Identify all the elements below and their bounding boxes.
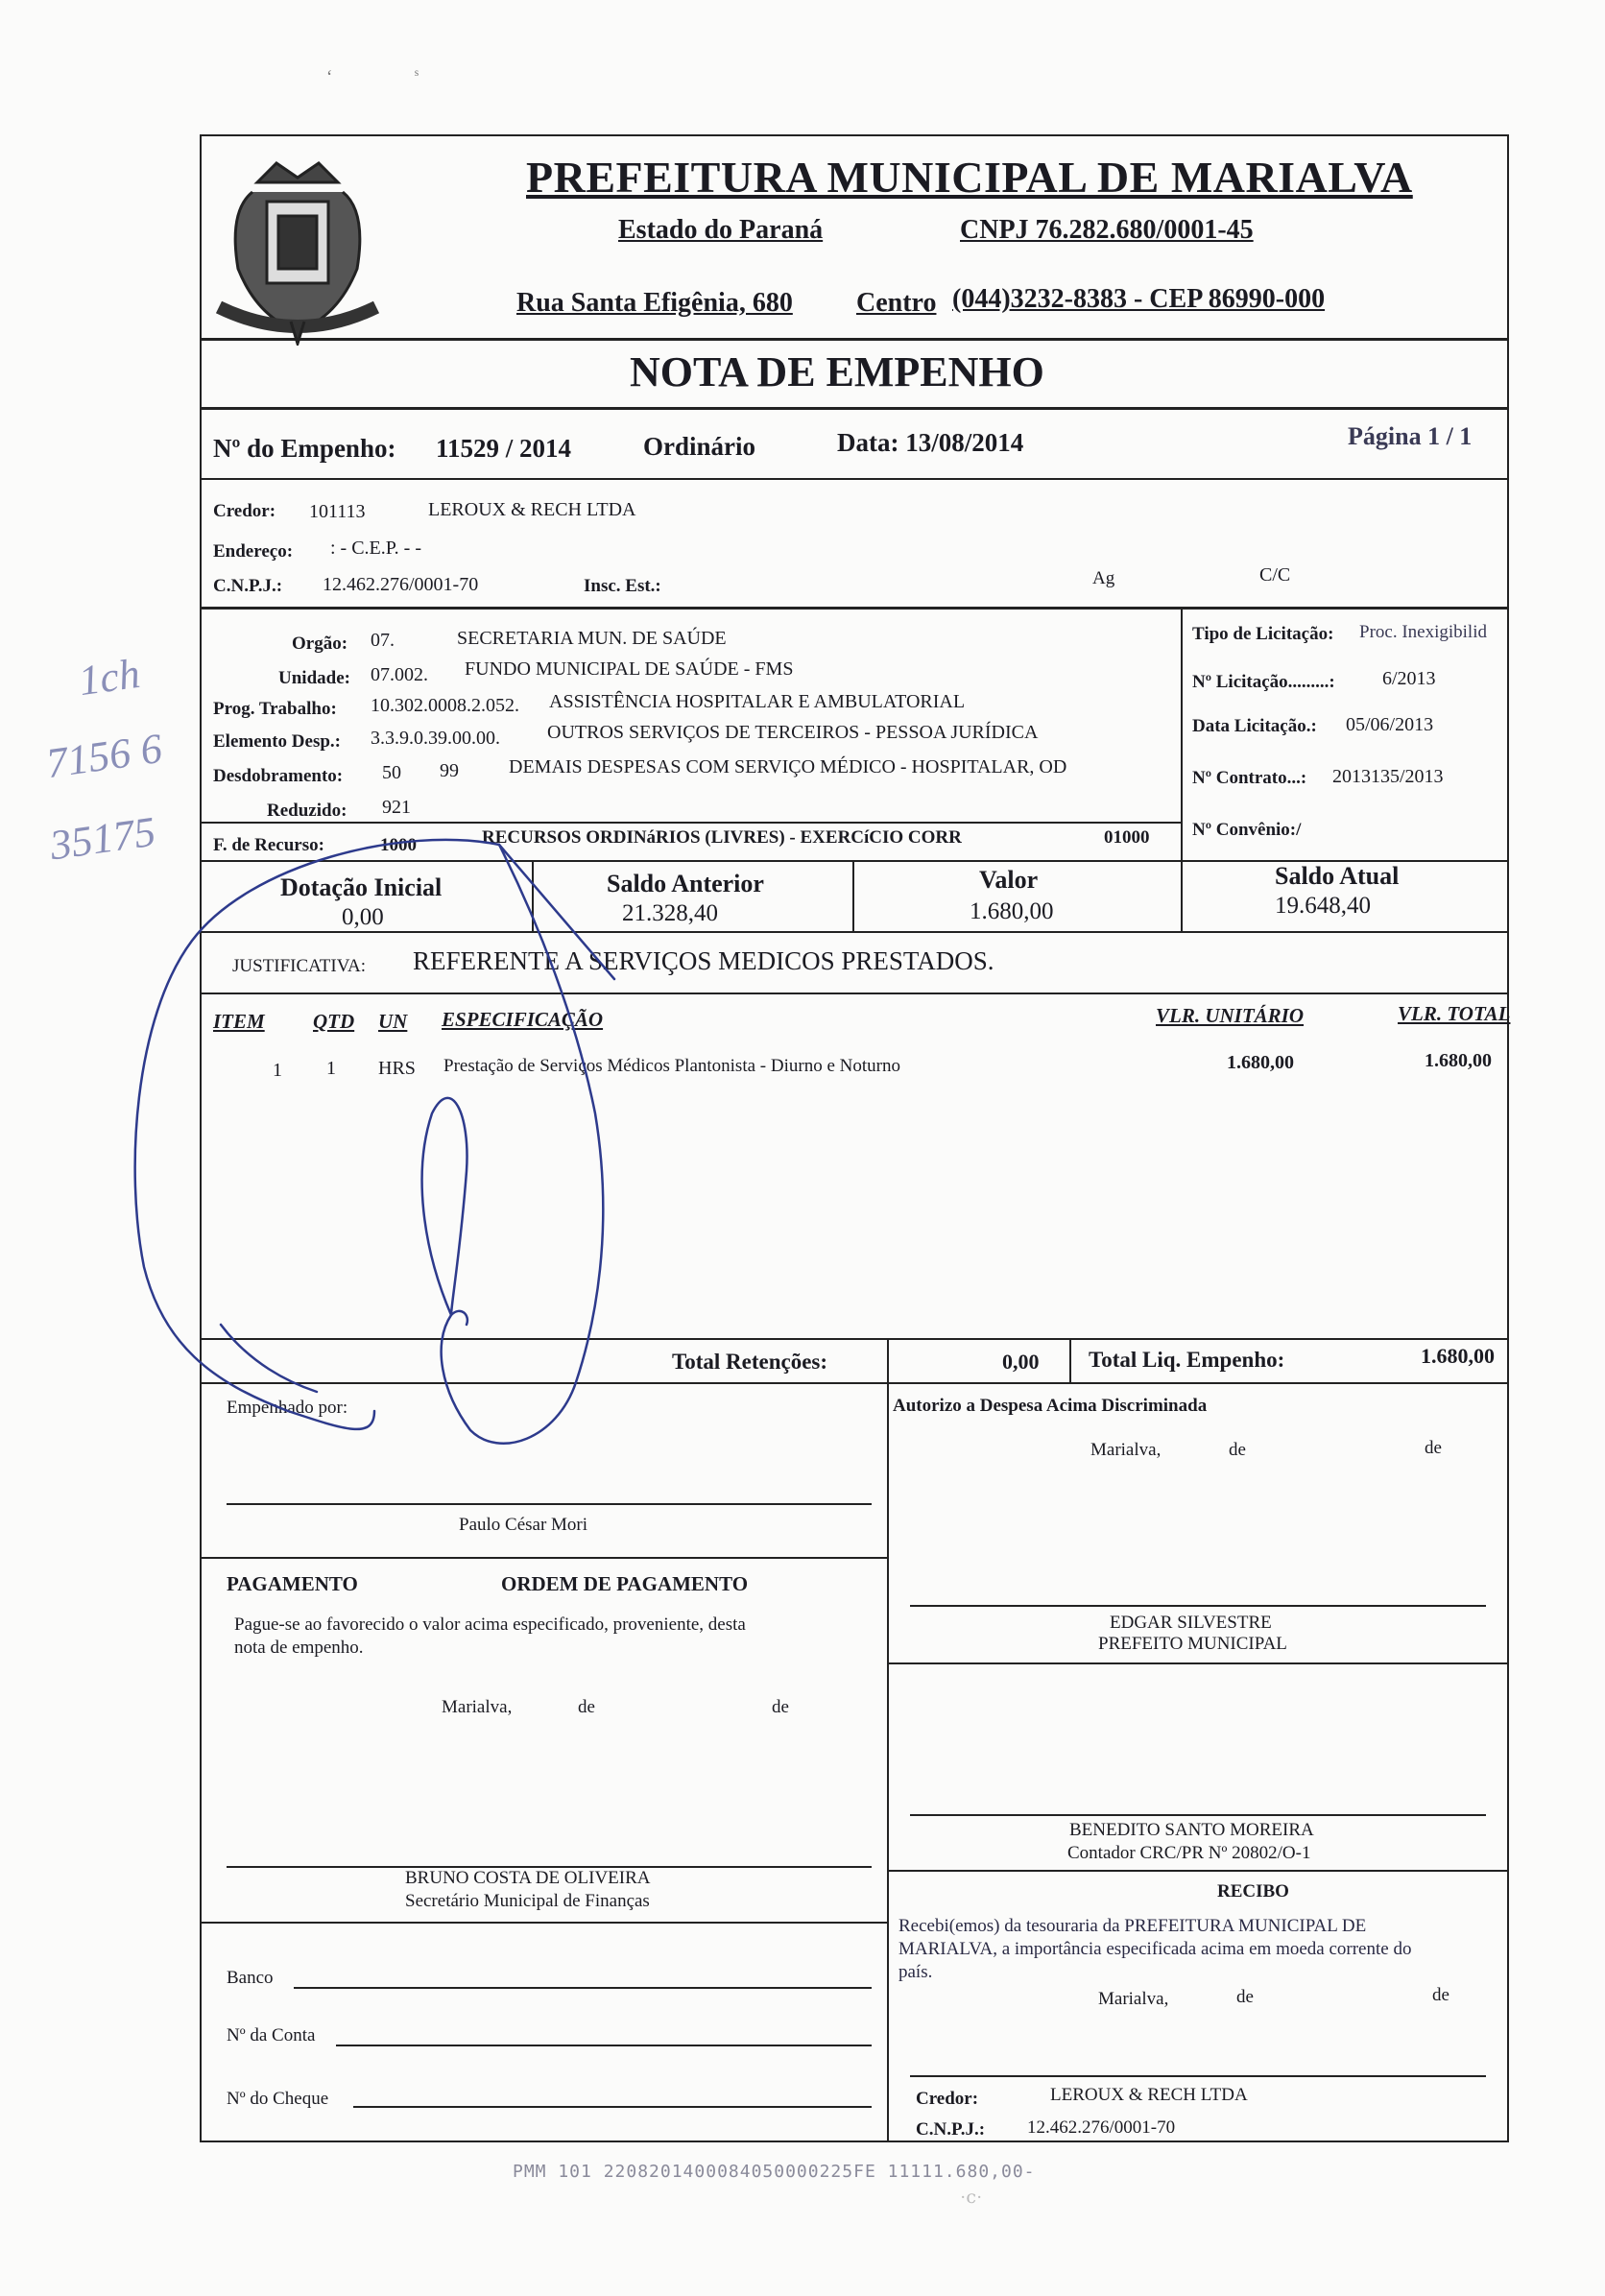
page-number: Página 1 / 1: [1348, 422, 1473, 450]
endereco-value: : - C.E.P. - -: [330, 538, 421, 559]
recibo-credor-label: Credor:: [916, 2089, 979, 2109]
desdobramento-code: 50: [382, 762, 401, 783]
corner-mark: ˢ: [415, 65, 419, 85]
recibo-credor-value: LEROUX & RECH LTDA: [1050, 2085, 1248, 2105]
recurso-name: RECURSOS ORDINáRIOS (LIVRES) - EXERCíCIO CORR: [482, 827, 962, 848]
header-cnpj: CNPJ 76.282.680/0001-45: [960, 215, 1254, 245]
total-retencoes-value: 0,00: [1002, 1350, 1040, 1374]
saldo-anterior-label: Saldo Anterior: [607, 870, 764, 897]
col-header-item: ITEM: [213, 1010, 265, 1033]
cnpj-label: C.N.P.J.:: [213, 576, 283, 596]
elemento-code: 3.3.9.0.39.00.00.: [371, 728, 500, 749]
orgao-label: Orgão:: [292, 634, 348, 654]
convenio-label: Nº Convênio:/: [1192, 820, 1302, 840]
pagamento-de-1: de: [578, 1697, 595, 1717]
autorizo-de-2: de: [1425, 1438, 1442, 1458]
document-title: NOTA DE EMPENHO: [630, 348, 1044, 395]
recibo-cnpj-label: C.N.P.J.:: [916, 2119, 986, 2140]
contador-name: BENEDITO SANTO MOREIRA: [1069, 1820, 1314, 1840]
tipo-licitacao-value: Proc. Inexigibilid: [1359, 622, 1487, 642]
total-liquido-value: 1.680,00: [1421, 1344, 1495, 1368]
orgao-name: SECRETARIA MUN. DE SAÚDE: [457, 628, 727, 649]
header-state: Estado do Paraná: [618, 215, 824, 245]
unidade-code: 07.002.: [371, 664, 428, 685]
table-row-item: 1: [273, 1060, 282, 1081]
header-district: Centro: [856, 288, 937, 318]
handwritten-note: 1ch: [75, 649, 143, 706]
insc-est-label: Insc. Est.:: [584, 576, 661, 596]
conta-corrente-label: C/C: [1259, 564, 1291, 586]
recibo-text-2: MARIALVA, a importância especificada acima em moeda corrente do: [898, 1939, 1412, 1959]
recurso-code: 1000: [380, 835, 417, 855]
empenhado-por-name: Paulo César Mori: [459, 1515, 588, 1535]
banco-label: Banco: [227, 1968, 274, 1988]
table-row-qtd: 1: [326, 1058, 336, 1079]
corner-mark: ‘: [326, 67, 333, 87]
numero-conta-label: Nº da Conta: [227, 2025, 316, 2045]
pagamento-de-2: de: [772, 1697, 789, 1717]
unidade-name: FUNDO MUNICIPAL DE SAÚDE - FMS: [465, 658, 794, 680]
saldo-atual-value: 19.648,40: [1275, 893, 1371, 919]
desdobramento-name: DEMAIS DESPESAS COM SERVIÇO MÉDICO - HOSPITALAR, OD: [509, 756, 1067, 777]
contador-role: Contador CRC/PR Nº 20802/O-1: [1067, 1843, 1311, 1863]
cnpj-value: 12.462.276/0001-70: [323, 574, 479, 595]
valor-value: 1.680,00: [970, 898, 1054, 924]
recibo-title: RECIBO: [1217, 1881, 1289, 1901]
dotacao-label: Dotação Inicial: [280, 873, 443, 901]
data-licitacao-value: 05/06/2013: [1346, 714, 1434, 735]
ordem-pagamento-label: ORDEM DE PAGAMENTO: [501, 1572, 749, 1595]
col-header-un: UN: [378, 1010, 408, 1033]
prog-trabalho-label: Prog. Trabalho:: [213, 699, 337, 719]
justificativa-label: JUSTIFICATIVA:: [232, 956, 367, 976]
col-header-vlr-total: VLR. TOTAL: [1398, 1002, 1511, 1025]
prog-trabalho-name: ASSISTÊNCIA HOSPITALAR E AMBULATORIAL: [549, 691, 966, 712]
handwritten-note: 7156 6: [43, 724, 165, 788]
reduzido-value: 921: [382, 797, 411, 818]
saldo-atual-label: Saldo Atual: [1275, 862, 1400, 890]
agencia-label: Ag: [1092, 568, 1115, 588]
desdobramento-label: Desdobramento:: [213, 766, 344, 786]
header-title: PREFEITURA MUNICIPAL DE MARIALVA: [526, 153, 1413, 202]
tipo-licitacao-label: Tipo de Licitação:: [1192, 624, 1334, 644]
empenho-date: Data: 13/08/2014: [837, 428, 1024, 457]
pagamento-label: PAGAMENTO: [227, 1572, 358, 1595]
contrato-value: 2013135/2013: [1332, 766, 1444, 787]
empenho-number: 11529 / 2014: [436, 434, 572, 463]
secretario-role: Secretário Municipal de Finanças: [405, 1891, 650, 1911]
elemento-name: OUTROS SERVIÇOS DE TERCEIROS - PESSOA JURÍDICA: [547, 722, 1039, 743]
table-row-un: HRS: [378, 1058, 416, 1079]
recibo-cnpj-value: 12.462.276/0001-70: [1027, 2117, 1176, 2138]
secretario-name: BRUNO COSTA DE OLIVEIRA: [405, 1868, 651, 1888]
prefeito-role: PREFEITO MUNICIPAL: [1098, 1634, 1287, 1654]
autorizo-city: Marialva,: [1090, 1440, 1162, 1460]
footer-code: PMM 101 2208201400084050000225FE 11111.680,00-: [513, 2162, 1036, 2182]
recibo-de-2: de: [1432, 1985, 1449, 2005]
recibo-text-3: país.: [898, 1962, 933, 1982]
licitacao-number-label: Nº Licitação.........:: [1192, 672, 1335, 692]
pagamento-city: Marialva,: [442, 1697, 513, 1717]
recibo-text-1: Recebi(emos) da tesouraria da PREFEITURA MUNICIPAL DE: [898, 1916, 1367, 1936]
elemento-label: Elemento Desp.:: [213, 731, 341, 752]
desdobramento-sub: 99: [440, 760, 459, 781]
table-row-total-value: 1.680,00: [1425, 1050, 1492, 1071]
pagamento-text-2: nota de empenho.: [234, 1638, 364, 1658]
header-street: Rua Santa Efigênia, 680: [516, 288, 793, 318]
col-header-especificacao: ESPECIFICAÇÃO: [442, 1008, 604, 1031]
unidade-label: Unidade:: [278, 668, 350, 688]
data-licitacao-label: Data Licitação.:: [1192, 716, 1317, 736]
col-header-qtd: QTD: [313, 1010, 355, 1033]
footer-mark: ·ⅽ·: [960, 2188, 983, 2208]
endereco-label: Endereço:: [213, 541, 294, 562]
recurso-label: F. de Recurso:: [213, 835, 324, 855]
valor-label: Valor: [979, 866, 1039, 894]
reduzido-label: Reduzido:: [267, 801, 347, 821]
contrato-label: Nº Contrato...:: [1192, 768, 1307, 788]
credor-code: 101113: [309, 501, 366, 522]
header-phone-cep: (044)3232-8383 - CEP 86990-000: [952, 284, 1326, 314]
saldo-anterior-value: 21.328,40: [622, 900, 718, 926]
licitacao-number: 6/2013: [1382, 668, 1436, 689]
col-header-vlr-unitario: VLR. UNITÁRIO: [1156, 1004, 1305, 1027]
recibo-de-1: de: [1236, 1987, 1254, 2007]
table-row-unit-value: 1.680,00: [1227, 1052, 1294, 1073]
pagamento-text-1: Pague-se ao favorecido o valor acima especificado, proveniente, desta: [234, 1614, 746, 1635]
autorizo-de-1: de: [1229, 1440, 1246, 1460]
prefeito-name: EDGAR SILVESTRE: [1110, 1613, 1272, 1633]
prog-trabalho-code: 10.302.0008.2.052.: [371, 695, 519, 716]
empenhado-por-label: Empenhado por:: [227, 1398, 348, 1418]
autorizo-text: Autorizo a Despesa Acima Discriminada: [893, 1396, 1208, 1416]
dotacao-value: 0,00: [342, 904, 384, 930]
recibo-city: Marialva,: [1098, 1989, 1169, 2009]
numero-cheque-label: Nº do Cheque: [227, 2089, 329, 2109]
empenho-type: Ordinário: [643, 432, 756, 461]
credor-label: Credor:: [213, 501, 276, 521]
justificativa-text: REFERENTE A SERVIÇOS MEDICOS PRESTADOS.: [413, 946, 994, 975]
recurso-number: 01000: [1104, 827, 1150, 848]
empenho-number-label: Nº do Empenho:: [213, 434, 396, 463]
credor-name: LEROUX & RECH LTDA: [428, 499, 636, 520]
orgao-code: 07.: [371, 630, 395, 651]
table-row-spec: Prestação de Serviços Médicos Plantonista - Diurno e Noturno: [443, 1056, 900, 1076]
total-retencoes-label: Total Retenções:: [672, 1350, 828, 1374]
handwritten-note: 35175: [47, 807, 158, 870]
total-liquido-label: Total Liq. Empenho:: [1089, 1348, 1285, 1372]
